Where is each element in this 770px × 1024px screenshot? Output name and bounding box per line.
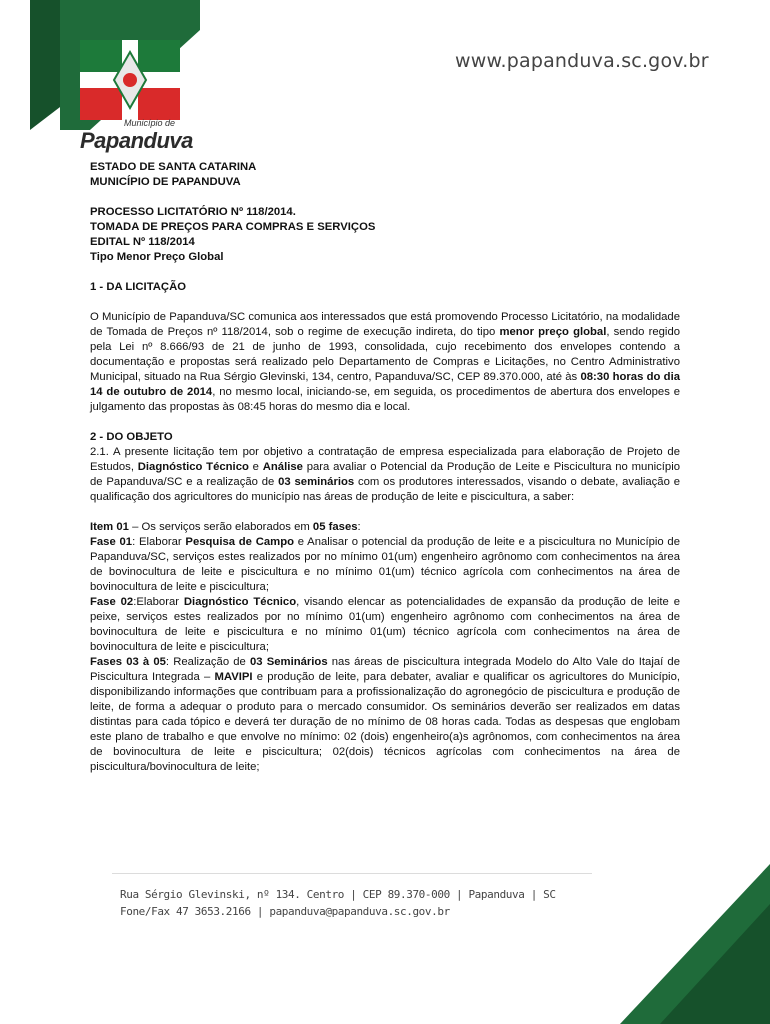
fase02-paragraph: Fase 02:Elaborar Diagnóstico Técnico, visando elencar as potencialidades de expansão da produção de leite e peixe, serviços estes realizados por no mínimo 01(um) engenheiro agrônomo com conhecimentos na área de bovinocultura de leite e piscicultura e no mínimo 01(um) técnico agrícola com conhecimentos na área de bovinocultura de leite e piscicultura;: [90, 596, 680, 653]
heading-line: MUNICÍPIO DE PAPANDUVA: [90, 176, 241, 188]
process-line: PROCESSO LICITATÓRIO Nº 118/2014.: [90, 206, 296, 218]
fase01-paragraph: Fase 01: Elaborar Pesquisa de Campo e Analisar o potencial da produção de leite e a piscicultura no Município de Papanduva/SC, serviços estes realizados por no mínimo 01(um) engenheiro agrônomo com conhecimentos na área de bovinocultura de leite e piscicultura e no mínimo 01(um) técnico agrícola com conhecimentos na área de bovinocultura de leite e piscicultura;: [90, 536, 680, 593]
footer-divider: [112, 873, 592, 874]
process-line: TOMADA DE PREÇOS PARA COMPRAS E SERVIÇOS: [90, 221, 376, 233]
document-body: [90, 160, 680, 775]
section-title-licitacao: 1 - DA LICITAÇÃO: [90, 281, 187, 293]
heading-line: ESTADO DE SANTA CATARINA: [90, 161, 257, 173]
section-title-objeto: 2 - DO OBJETO: [90, 431, 173, 443]
section2-paragraph: 2.1. A presente licitação tem por objetivo a contratação de empresa especializada para elaboração de Projeto de Estudos, Diagnóstico Técnico e Análise para avaliar o Potencial da Produção de Leite e Piscicultura no município de Papanduva/SC e a realização de 03 seminários com os produtores interessados, visando o debate, avaliação e qualificação dos agricultores do município nas áreas de produção de leite e piscicultura, a saber:: [90, 446, 680, 503]
process-line: EDITAL Nº 118/2014: [90, 236, 195, 248]
footer-contact-line: Fone/Fax 47 3653.2166 | papanduva@papanduva.sc.gov.br: [120, 905, 450, 918]
website-url: www.papanduva.sc.gov.br: [455, 50, 709, 72]
footer-address-line: Rua Sérgio Glevinski, nº 134. Centro | CEP 89.370-000 | Papanduva | SC: [120, 888, 556, 901]
flag-emblem-icon: [80, 40, 180, 120]
corner-decoration-bottom-right: [620, 864, 770, 1024]
logo-name: Papanduva: [80, 128, 193, 153]
footer-address: [120, 886, 556, 920]
process-line: Tipo Menor Preço Global: [90, 251, 224, 263]
section1-paragraph: O Município de Papanduva/SC comunica aos interessados que está promovendo Processo Licitatório, na modalidade de Tomada de Preços nº 118/2014, sob o regime de execução indireta, do tipo menor preço global, sendo regido pela Lei nº 8.666/93 de 21 de junho de 1993, consolidada, cujo recebimento dos envelopes contendo a documentação e propostas será realizado pelo Departamento de Compras e Licitações, no Centro Administrativo Municipal, situado na Rua Sérgio Glevinski, 134, centro, Papanduva/SC, CEP 89.370.000, até às 08:30 horas do dia 14 de outubro de 2014, no mesmo local, iniciando-se, em seguida, os procedimentos de abertura dos envelopes e julgamento das propostas às 08:45 horas do mesmo dia e local.: [90, 311, 681, 413]
logo-subtitle: Município de: [124, 118, 176, 128]
fase03-paragraph: Fases 03 à 05: Realização de 03 Seminários nas áreas de piscicultura integrada Modelo do Alto Vale do Itajaí de Piscicultura Integrada – MAVIPI e produção de leite, para debater, avaliar e qualificar os agricultores do Município, disponibilizando informações que contribuam para a profissionalização do agronegócio de piscicultura e produção de leite, de forma a adequar o produto para o mercado consumidor. Os seminários deverão ser realizados em datas distintas para cada tópico e deverá ter duração de no mínimo de 08 horas cada. Todas as despesas que englobam este plano de trabalho e que envolve no mínimo: 02 (dois) engenheiro(a)s agrônomos, com conhecimentos na área de bovinocultura de leite e piscicultura; 02(dois) técnicos agrícolas com conhecimentos na área de piscicultura/bovinocultura de leite;: [90, 656, 680, 773]
item01-line: Item 01 – Os serviços serão elaborados em 05 fases:: [90, 521, 361, 533]
